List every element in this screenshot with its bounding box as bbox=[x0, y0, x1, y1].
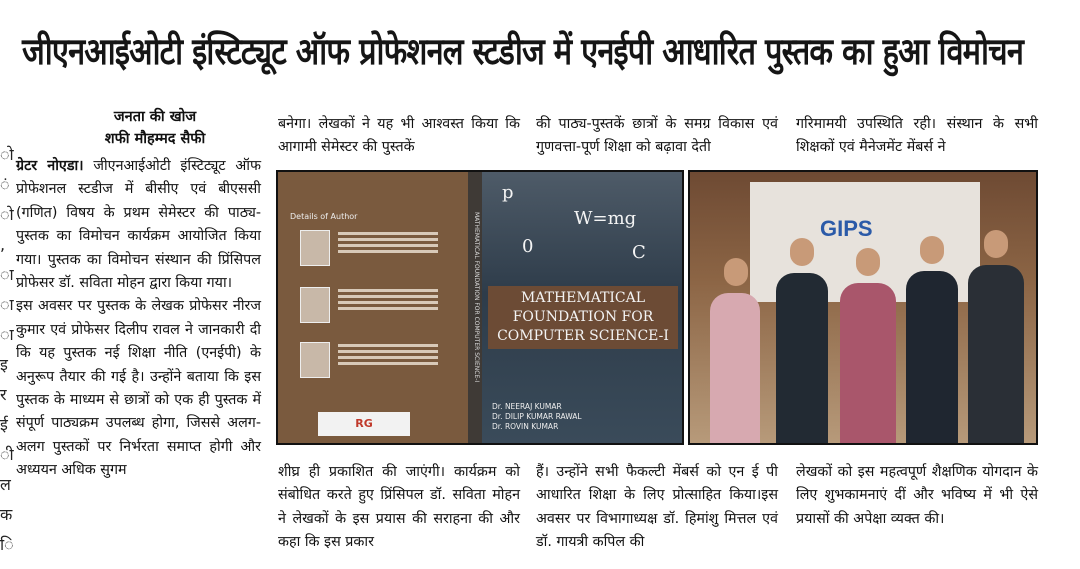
cutoff-char: ी bbox=[0, 445, 14, 464]
institute-sign: GIPS bbox=[820, 216, 873, 241]
author-entry bbox=[300, 287, 450, 323]
spine-title: MATHEMATICAL FOUNDATION FOR COMPUTER SCIENCE-I bbox=[473, 212, 480, 383]
cutoff-char: ई bbox=[0, 415, 8, 434]
cutoff-char: क bbox=[0, 505, 13, 524]
book-cover-photo bbox=[276, 170, 684, 445]
cutoff-char: ा bbox=[0, 325, 14, 344]
left-column-cutoff bbox=[0, 140, 14, 554]
person bbox=[906, 271, 958, 443]
reporter-name: शफी मौहम्मद सैफी bbox=[104, 131, 206, 147]
author-entry bbox=[300, 230, 450, 266]
author-details-heading: Details of Author bbox=[290, 212, 358, 221]
cutoff-char: ा bbox=[0, 295, 14, 314]
paragraph-1-text: जीएनआईओटी इंस्टिट्यूट ऑफ प्रोफेशनल स्टडीज में बीसीए एवं बीएससी (गणित) विषय के प्रथम सेमेस्टर की पाठ्य-पुस्तक का विमोचन कार्यक्रम आयोजित किया गया। पुस्तक का विमोचन संस्थान की प्रिंसिपल प्रोफेसर डॉ. सविता मोहन द्वारा किया गया। bbox=[16, 158, 262, 292]
article-column-4-bottom: लेखकों को इस महत्वपूर्ण शैक्षणिक योगदान के लिए शुभकामनाएं दीं और भविष्य में भी ऐसे प्रयासों की अपेक्षा व्यक्त की। bbox=[796, 464, 1038, 527]
cutoff-char: ि bbox=[0, 535, 14, 554]
article-column-1 bbox=[16, 155, 261, 483]
book-back-cover bbox=[278, 172, 468, 443]
byline bbox=[60, 106, 250, 150]
cover-equation: W=mg bbox=[574, 208, 637, 229]
cover-equation: 0 bbox=[522, 236, 534, 257]
publisher-logo: RG bbox=[318, 412, 410, 436]
book-author: Dr. DILIP KUMAR RAWAL bbox=[492, 412, 582, 421]
person-head bbox=[920, 236, 944, 264]
headline-banner bbox=[0, 0, 1080, 100]
cutoff-char: इ bbox=[0, 355, 8, 374]
paragraph-2: इस अवसर पर पुस्तक के लेखक प्रोफेसर नीरज कुमार एवं प्रोफेसर दिलीप रावल ने जानकारी दी कि यह पुस्तक नई शिक्षा नीति (एनईपी) के अनुरूप तैयार की गई है। उन्होंने बताया कि इस पुस्तक के माध्यम से छात्रों को एक ही पुस्तक में संपूर्ण पाठ्यक्रम उपलब्ध होगा, जिससे अलग-अलग पुस्तकों पर निर्भरता समाप्त होगी और अध्ययन अधिक सुगम bbox=[16, 298, 261, 479]
book-authors bbox=[492, 402, 582, 432]
paragraph-1 bbox=[16, 155, 261, 295]
article-column-4-top: गरिमामयी उपस्थिति रही। संस्थान के सभी शिक्षकों एवं मैनेजमेंट मेंबर्स ने bbox=[796, 116, 1038, 156]
book-author: Dr. NEERAJ KUMAR bbox=[492, 402, 562, 411]
cutoff-char: र bbox=[0, 385, 7, 404]
dateline: ग्रेटर नोएडा। bbox=[16, 158, 84, 174]
article-column-2-bottom: शीघ्र ही प्रकाशित की जाएंगी। कार्यक्रम को संबोधित करते हुए प्रिंसिपल डॉ. सविता मोहन ने लेखकों के इस प्रयास की सराहना की और कहा कि इस प्रकार bbox=[278, 464, 520, 551]
person bbox=[710, 293, 760, 443]
cutoff-char: ो bbox=[0, 145, 14, 164]
publication-name: जनता की खोज bbox=[113, 109, 197, 125]
article-column-3-bottom: हैं। उन्होंने सभी फैकल्टी मेंबर्स को एन ई पी आधारित शिक्षा के लिए प्रोत्साहित किया।इस अवसर पर विभागाध्यक्ष डॉ. हिमांशु मित्तल एवं डॉ. गायत्री कपिल की bbox=[536, 464, 778, 551]
person bbox=[840, 283, 896, 443]
person-head bbox=[984, 230, 1008, 258]
article-column-3-top: की पाठ्य-पुस्तकें छात्रों के समग्र विकास एवं गुणवत्ता-पूर्ण शिक्षा को बढ़ावा देती bbox=[536, 116, 778, 156]
book-spine bbox=[468, 172, 482, 443]
person-head bbox=[856, 248, 880, 276]
cutoff-char: ल bbox=[0, 475, 11, 494]
cover-equation: p bbox=[502, 182, 514, 203]
cutoff-char: ा bbox=[0, 265, 14, 284]
article-column-2-top: बनेगा। लेखकों ने यह भी आश्वस्त किया कि आगामी सेमेस्टर की पुस्तकें bbox=[278, 116, 520, 156]
person bbox=[968, 265, 1024, 443]
book-front-cover bbox=[482, 172, 682, 443]
cover-equation: C bbox=[632, 242, 646, 263]
headline: जीएनआईओटी इंस्टिट्यूट ऑफ प्रोफेशनल स्टडीज में एनईपी आधारित पुस्तक का हुआ विमोचन bbox=[22, 30, 1024, 73]
cutoff-char: ं bbox=[0, 175, 10, 194]
person-head bbox=[724, 258, 748, 286]
cutoff-char: ो bbox=[0, 205, 14, 224]
book-author: Dr. ROVIN KUMAR bbox=[492, 422, 559, 431]
book-title: MATHEMATICAL FOUNDATION FOR COMPUTER SCIENCE-I bbox=[488, 286, 678, 349]
cutoff-char: , bbox=[0, 235, 6, 254]
author-entry bbox=[300, 342, 450, 378]
book-launch-photo bbox=[688, 170, 1038, 445]
person-head bbox=[790, 238, 814, 266]
person bbox=[776, 273, 828, 443]
